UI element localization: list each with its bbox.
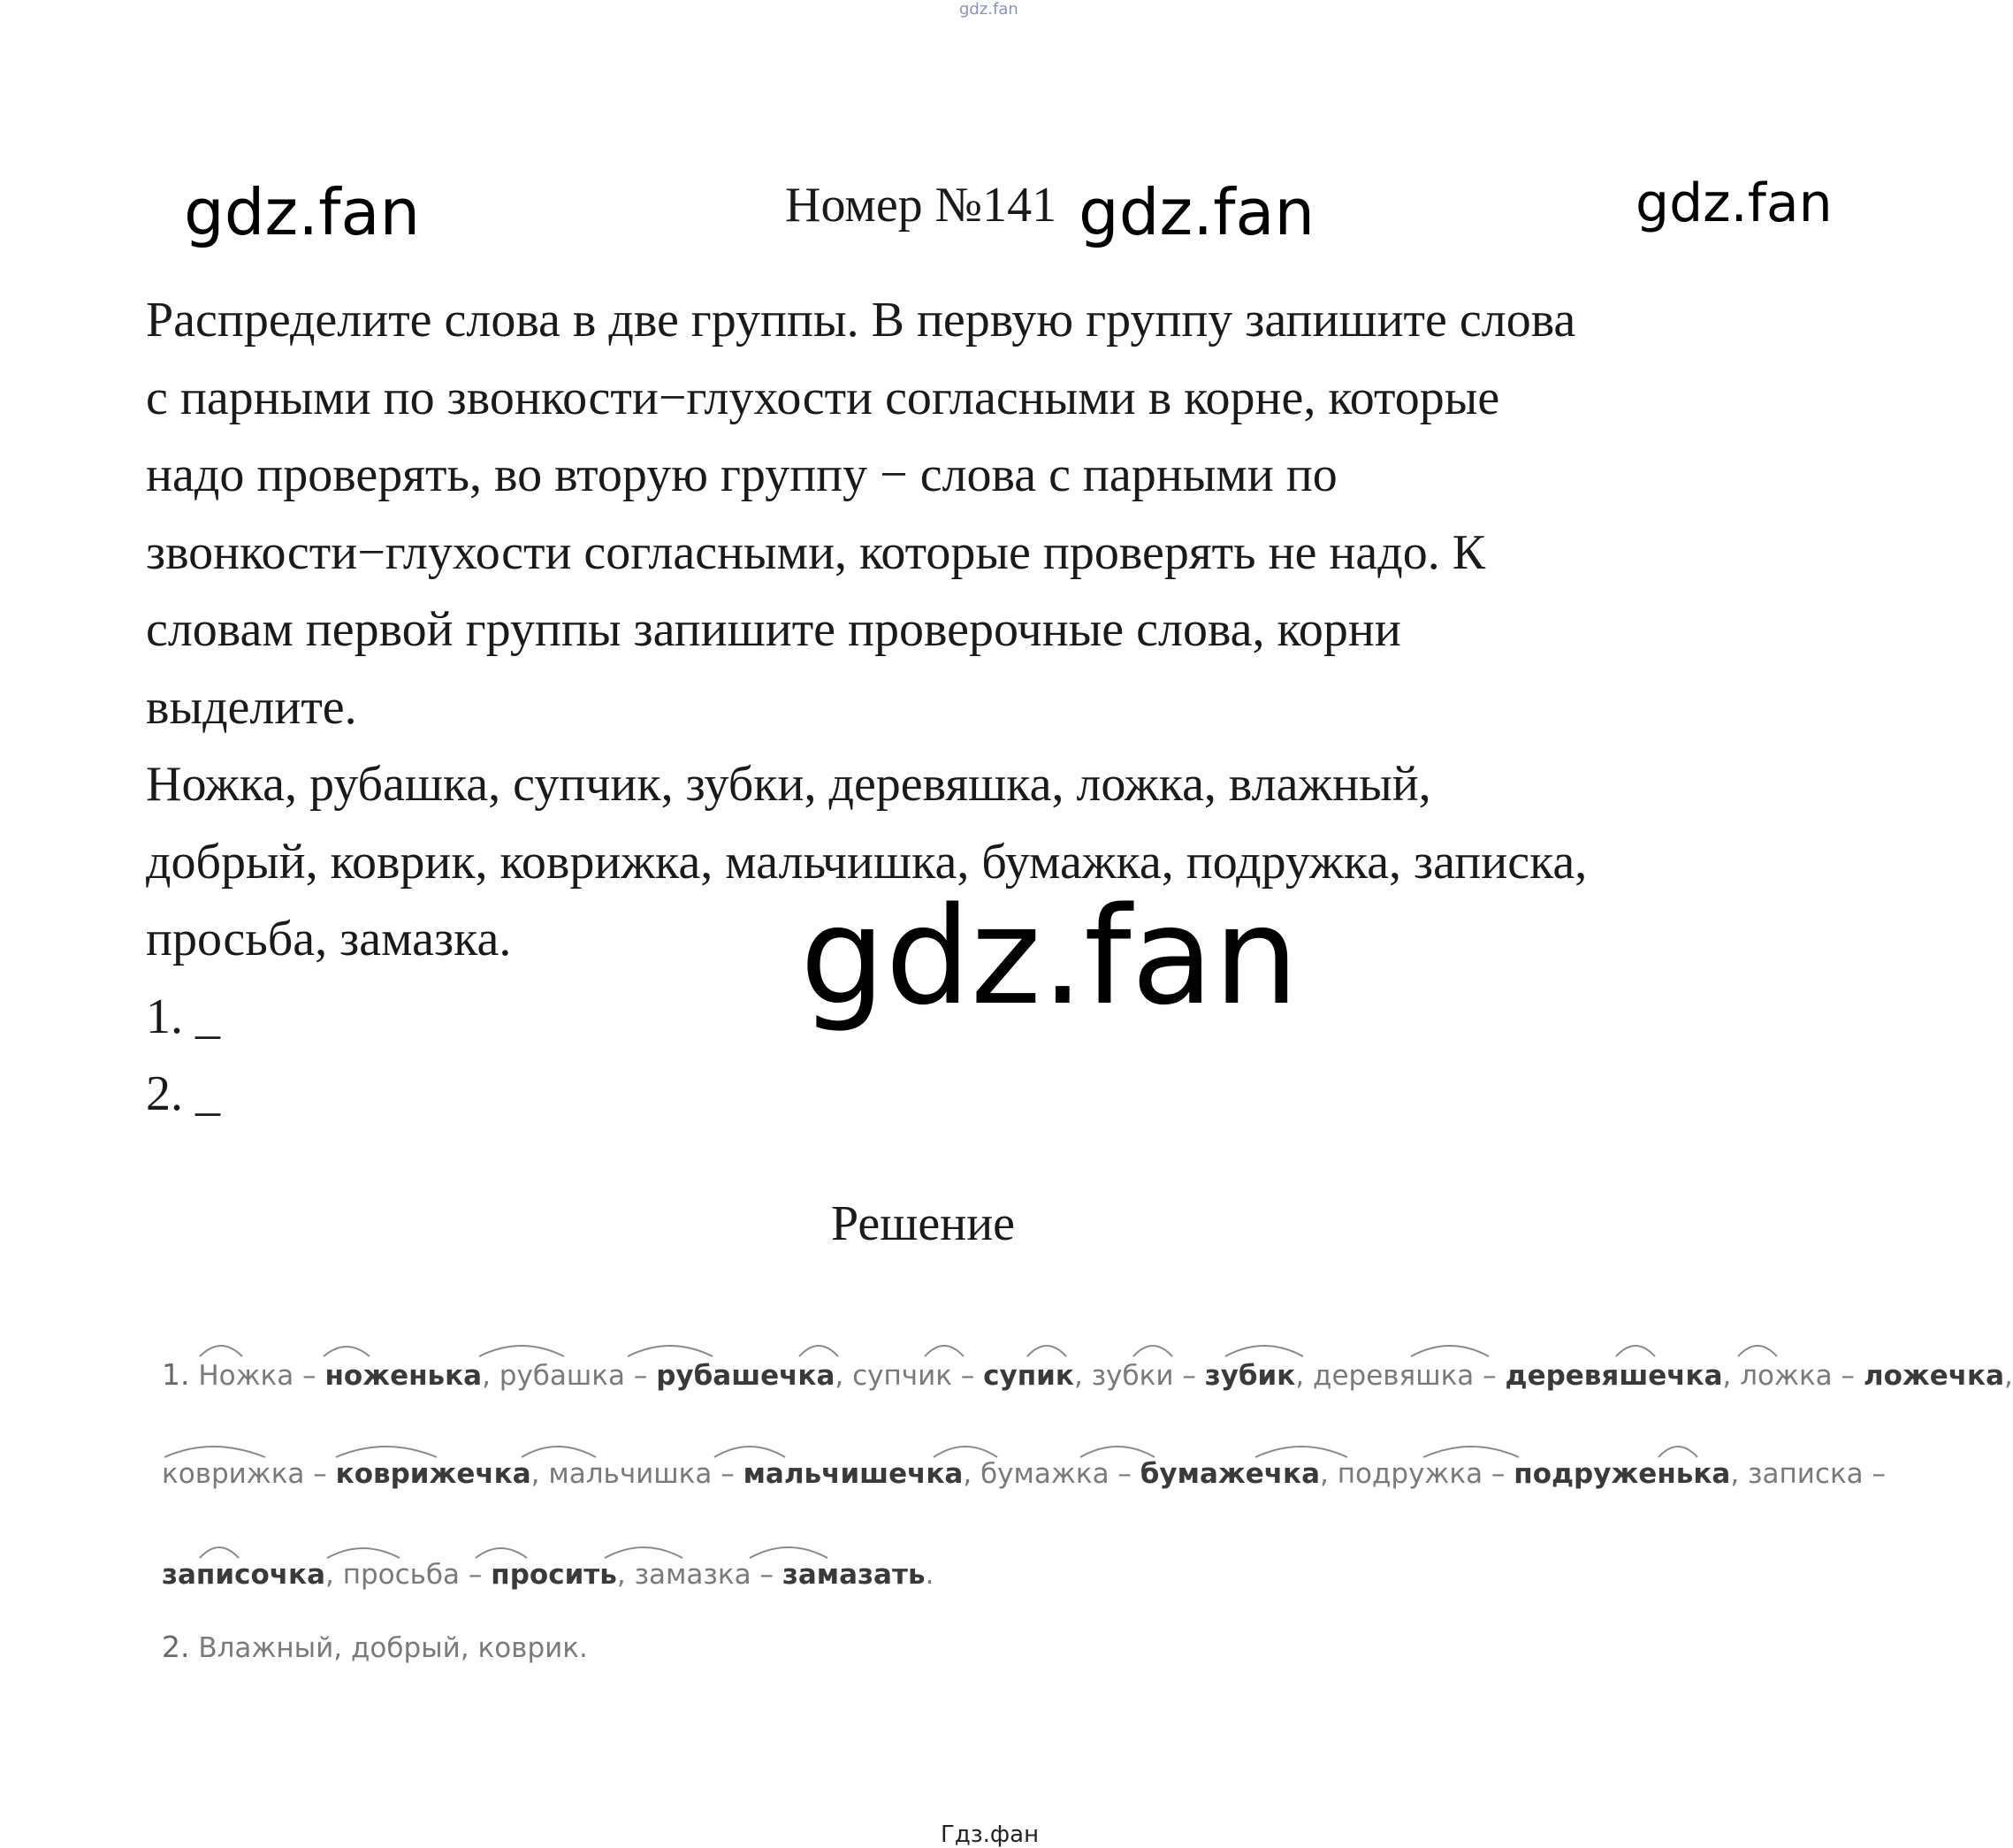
- task-line: словам первой группы запишите проверочные слова, корни: [146, 602, 1401, 657]
- check-word: коврижечка: [335, 1458, 531, 1490]
- check-word: супик: [983, 1360, 1074, 1392]
- root-arc: [327, 1548, 400, 1558]
- root-arc: [200, 1547, 239, 1558]
- root-arc: [522, 1447, 596, 1457]
- solution-line-1: [162, 1357, 2013, 1392]
- word-list-line: Ножка, рубашка, супчик, зубки, деревяшка, ложка, влажный,: [146, 757, 1431, 812]
- word: , супчик: [835, 1360, 952, 1392]
- word: , рубашка: [482, 1360, 626, 1392]
- root-arc: [1616, 1346, 1655, 1356]
- root-arc: [934, 1447, 997, 1457]
- check-word: ложечка: [1863, 1360, 2005, 1392]
- word: , ложка: [1722, 1360, 1833, 1392]
- dash: –: [712, 1458, 743, 1490]
- check-word: деревяшечка: [1505, 1360, 1723, 1392]
- check-word: зубик: [1204, 1360, 1296, 1392]
- root-arc: [1133, 1346, 1172, 1356]
- watermark-large: gdz.fan: [800, 878, 1300, 1035]
- check-word: бумажечка: [1140, 1458, 1321, 1490]
- dash: –: [294, 1360, 325, 1392]
- dash: –: [1832, 1360, 1864, 1392]
- root-arc: [200, 1346, 242, 1356]
- footer-text: Гдз.фан: [941, 1821, 1040, 1848]
- check-word: подруженька: [1514, 1458, 1731, 1490]
- root-arc: [1411, 1346, 1489, 1356]
- dash: –: [1474, 1360, 1506, 1392]
- root-arc: [1738, 1346, 1777, 1356]
- dash: –: [1483, 1458, 1514, 1490]
- check-word: ноженька: [324, 1360, 483, 1392]
- dash: –: [304, 1458, 336, 1490]
- check-word: просить: [491, 1559, 617, 1591]
- word-list: Влажный, добрый, коврик.: [189, 1632, 588, 1664]
- root-arc: [336, 1447, 437, 1457]
- root-arc: [605, 1547, 682, 1558]
- list-number: 2.: [162, 1630, 190, 1664]
- watermark-center: gdz.fan: [1079, 175, 1315, 249]
- word: , деревяшка: [1295, 1360, 1475, 1392]
- root-arc: [628, 1346, 713, 1356]
- check-word: записочка: [162, 1559, 325, 1591]
- answer-slot-1: 1. _: [146, 989, 220, 1044]
- list-number: 1.: [162, 1357, 190, 1392]
- word: коврижка: [162, 1458, 305, 1490]
- root-arc: [164, 1447, 265, 1457]
- task-line: звонкости−глухости согласными, которые проверять не надо. К: [146, 525, 1486, 580]
- root-arc: [1080, 1447, 1155, 1457]
- root-arc: [1423, 1447, 1519, 1457]
- dash: –: [951, 1360, 984, 1392]
- punctuation: ,: [2004, 1360, 2013, 1392]
- word: , зубки: [1073, 1360, 1174, 1392]
- check-word: мальчишечка: [743, 1458, 964, 1490]
- watermark-left: gdz.fan: [184, 175, 421, 249]
- dash: –: [1173, 1360, 1205, 1392]
- dash: –: [460, 1559, 492, 1591]
- dash: –: [1863, 1458, 1887, 1490]
- root-arc: [476, 1548, 527, 1558]
- word: , мальчишка: [530, 1458, 713, 1490]
- watermark-right: gdz.fan: [1636, 172, 1833, 234]
- dash: –: [625, 1360, 657, 1392]
- word: , подружка: [1320, 1458, 1483, 1490]
- word-list-line: добрый, коврик, коврижка, мальчишка, бумажка, подружка, записка,: [146, 835, 1588, 890]
- root-arc: [479, 1346, 564, 1356]
- root-arc: [324, 1347, 370, 1356]
- page-title: Номер №141: [785, 178, 1057, 233]
- task-line: выделите.: [146, 680, 357, 735]
- solution-title: Решение: [831, 1196, 1016, 1251]
- punctuation: .: [925, 1559, 934, 1591]
- task-line: с парными по звонкости−глухости согласными в корне, которые: [146, 370, 1500, 425]
- word: Ножка: [189, 1360, 294, 1392]
- root-arc: [750, 1547, 827, 1558]
- dash: –: [1109, 1458, 1140, 1490]
- solution-line-3: [162, 1559, 934, 1591]
- word: , записка: [1730, 1458, 1864, 1490]
- task-line: Распределите слова в две группы. В первую группу запишите слова: [146, 293, 1576, 347]
- root-arc: [1255, 1447, 1347, 1457]
- root-arc: [1225, 1346, 1303, 1356]
- root-arc: [714, 1447, 785, 1457]
- word-list-line: просьба, замазка.: [146, 912, 512, 966]
- word: , замазка: [616, 1559, 751, 1591]
- solution-line-2: [162, 1458, 1886, 1490]
- root-arc: [925, 1346, 964, 1356]
- answer-slot-2: 2. _: [146, 1066, 220, 1121]
- solution-line-4: [162, 1630, 588, 1664]
- word: , просьба: [325, 1559, 461, 1591]
- check-word: замазать: [782, 1559, 926, 1591]
- watermark-top: gdz.fan: [959, 0, 1018, 19]
- dash: –: [751, 1559, 782, 1591]
- check-word: рубашечка: [656, 1360, 835, 1392]
- root-arc: [799, 1346, 838, 1356]
- task-line: надо проверять, во вторую группу − слова с парными по: [146, 447, 1338, 502]
- root-arc: [1658, 1447, 1697, 1457]
- root-arc: [1027, 1346, 1066, 1356]
- word: , бумажка: [963, 1458, 1109, 1490]
